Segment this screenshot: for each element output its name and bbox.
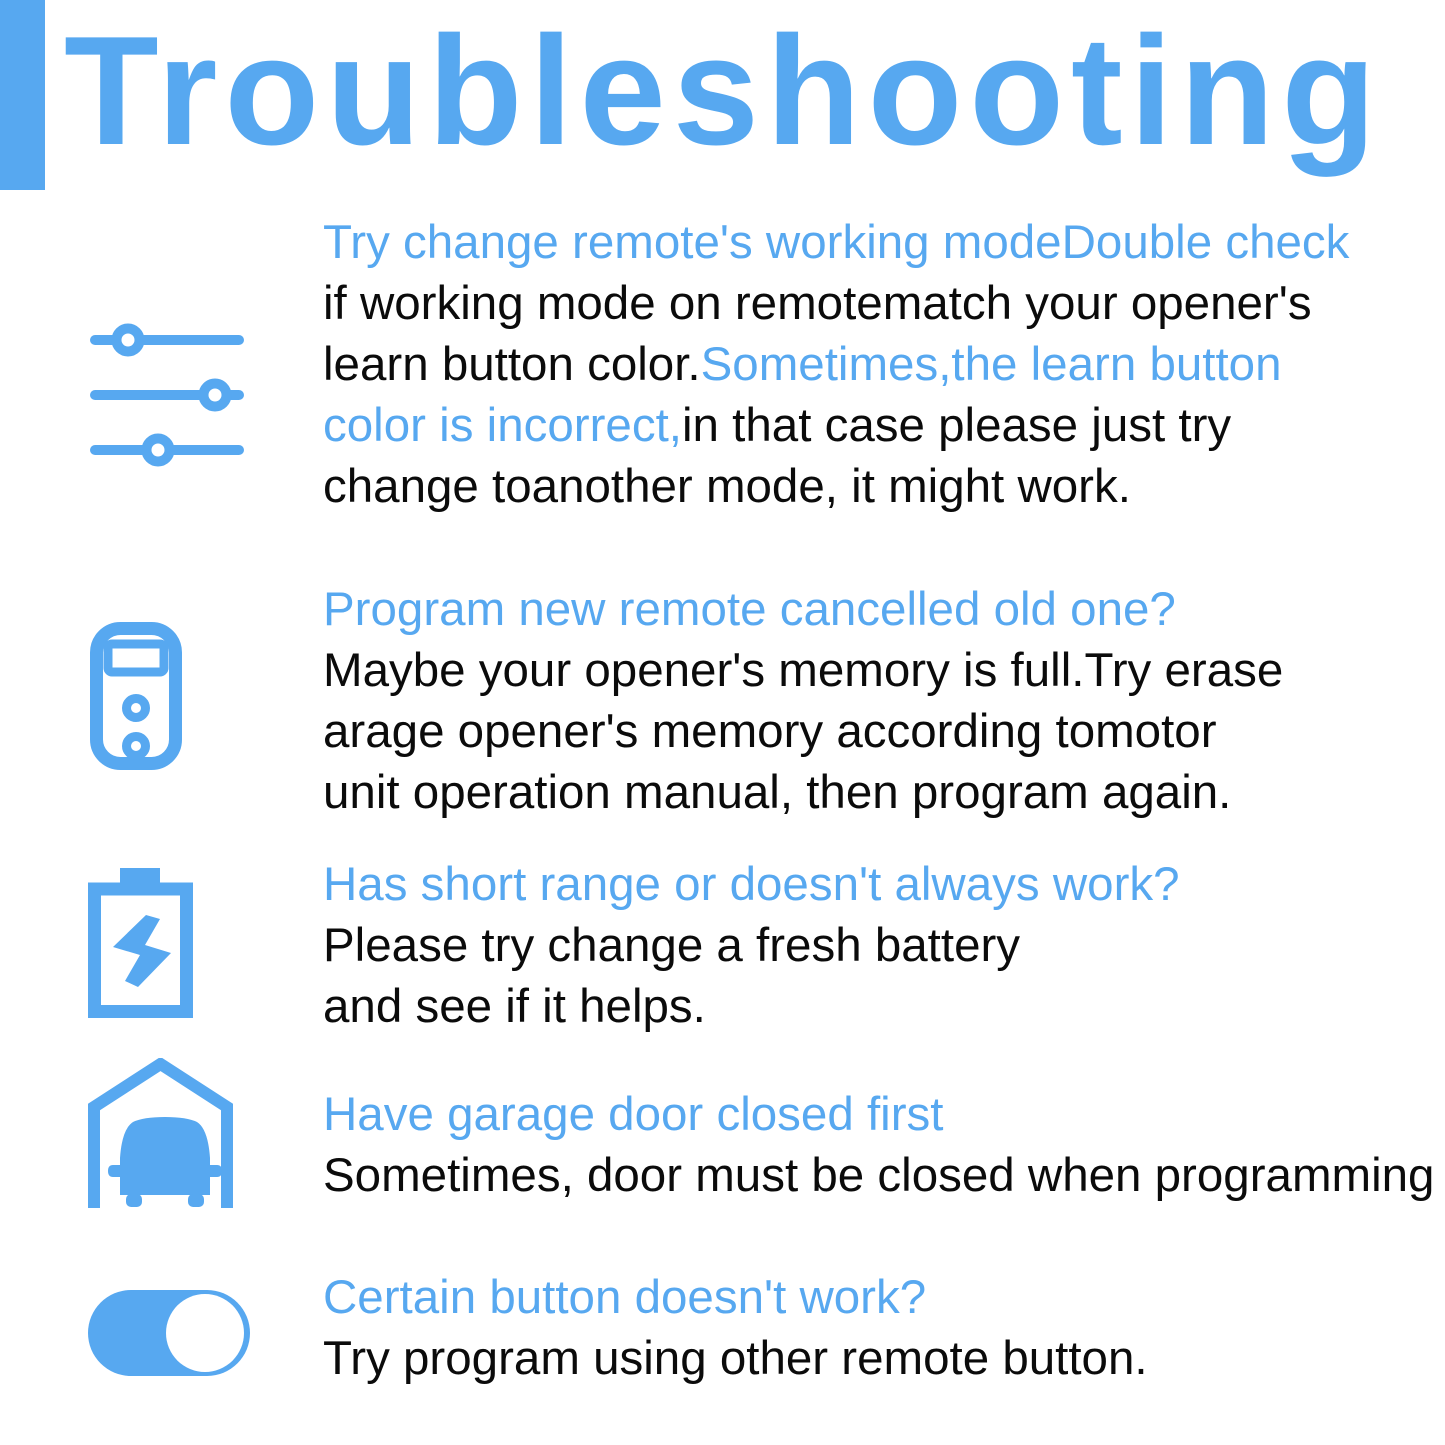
battery-icon <box>88 868 193 1018</box>
text-segment: learn button color. <box>323 338 701 391</box>
body-line <box>323 273 1349 334</box>
toggle-icon <box>88 1290 250 1376</box>
text-segment: Sometimes,the learn button <box>700 338 1282 391</box>
text-segment: if working mode on remotematch your opener's <box>323 277 1312 330</box>
remote-icon <box>90 622 182 770</box>
text-segment: arage opener's memory according tomotor <box>323 705 1217 758</box>
text-segment: Sometimes, door must be closed when programming <box>323 1149 1435 1202</box>
text-segment: color is incorrect, <box>323 399 682 452</box>
body-line <box>323 915 1180 976</box>
body-line <box>323 701 1283 762</box>
body-line <box>323 395 1349 456</box>
section-short-range <box>323 854 1180 1037</box>
text-segment: unit operation manual, then program again. <box>323 766 1232 819</box>
body-line <box>323 762 1283 823</box>
body-line <box>323 456 1349 517</box>
page-title: Troubleshooting <box>64 4 1384 177</box>
body-line <box>323 1328 1148 1389</box>
body-line <box>323 334 1349 395</box>
body-line <box>323 1145 1434 1206</box>
text-segment: Have garage door closed first <box>323 1088 944 1141</box>
text-segment: and see if it helps. <box>323 980 706 1033</box>
text-segment: Program new remote cancelled old one? <box>323 583 1176 636</box>
text-segment: Try program using other remote button. <box>323 1332 1148 1385</box>
section-button-not-work <box>323 1267 1148 1389</box>
section-heading <box>323 1267 1148 1328</box>
section-working-mode <box>323 212 1349 517</box>
section-heading <box>323 1084 1434 1145</box>
text-segment: Please try change a fresh battery <box>323 919 1021 972</box>
text-segment: in that case please just try <box>682 399 1232 452</box>
text-segment: Certain button doesn't work? <box>323 1271 927 1324</box>
body-line <box>323 640 1283 701</box>
text-segment: change toanother mode, it might work. <box>323 460 1131 513</box>
sliders-icon <box>88 322 246 467</box>
text-segment: Has short range or doesn't always work? <box>323 858 1180 911</box>
body-line <box>323 976 1180 1037</box>
title-accent-bar <box>0 0 45 190</box>
section-heading <box>323 212 1349 273</box>
section-heading <box>323 854 1180 915</box>
section-memory-full <box>323 579 1283 823</box>
section-heading <box>323 579 1283 640</box>
text-segment: Maybe your opener's memory is full.Try erase <box>323 644 1284 697</box>
text-segment: Try change remote's working modeDouble check <box>323 216 1350 269</box>
section-door-closed <box>323 1084 1434 1206</box>
garage-icon <box>88 1058 233 1208</box>
